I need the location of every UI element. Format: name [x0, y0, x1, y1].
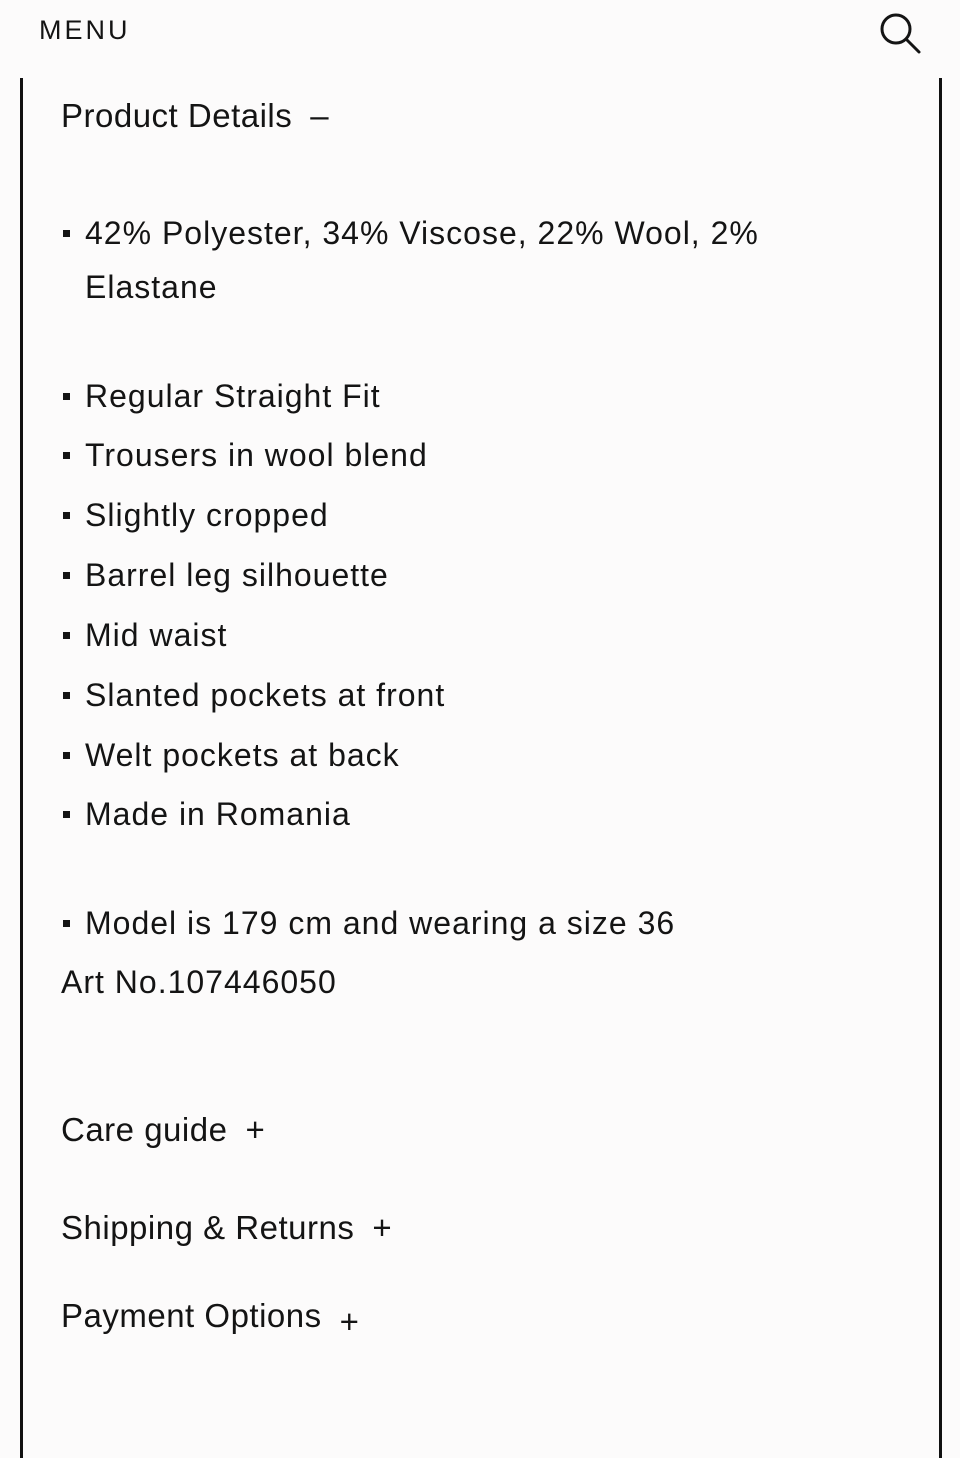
- shipping-returns-title: Shipping & Returns: [61, 1209, 355, 1246]
- article-number: Art No.107446050: [61, 964, 337, 1000]
- collapse-icon: –: [310, 97, 330, 134]
- list-item-text: Trousers in wool blend: [85, 437, 428, 473]
- payment-options-title: Payment Options: [61, 1297, 322, 1334]
- shipping-returns-header[interactable]: [61, 1208, 392, 1248]
- bullet-icon: [63, 452, 70, 459]
- care-guide-header[interactable]: [61, 1110, 265, 1150]
- list-item-text: Barrel leg silhouette: [85, 557, 389, 593]
- payment-options-header[interactable]: [61, 1296, 360, 1340]
- bullet-icon: [63, 572, 70, 579]
- bullet-icon: [63, 393, 70, 400]
- menu-button[interactable]: MENU: [39, 15, 131, 45]
- care-guide-title: Care guide: [61, 1111, 228, 1148]
- list-item-text: Made in Romania: [85, 796, 351, 832]
- list-item-text: Regular Straight Fit: [85, 378, 381, 414]
- list-item-text: Slanted pockets at front: [85, 677, 446, 713]
- expand-icon: +: [372, 1209, 393, 1246]
- list-item-text: Welt pockets at back: [85, 737, 400, 773]
- bullet-icon: [63, 752, 70, 759]
- expand-icon: +: [339, 1303, 360, 1340]
- bullet-icon: [63, 811, 70, 818]
- top-bar: [0, 0, 960, 62]
- product-details-header[interactable]: [61, 96, 329, 136]
- search-icon: [877, 10, 923, 56]
- expand-icon: +: [245, 1111, 266, 1148]
- list-item-text: Model is 179 cm and wearing a size 36: [85, 905, 676, 941]
- bullet-icon: [63, 632, 70, 639]
- bullet-icon: [63, 230, 70, 237]
- search-button[interactable]: [877, 10, 923, 56]
- list-item-text: 42% Polyester, 34% Viscose, 22% Wool, 2% Elastane: [85, 215, 759, 305]
- list-item-text: Slightly cropped: [85, 497, 329, 533]
- bullet-icon: [63, 512, 70, 519]
- product-details-title: Product Details: [61, 97, 293, 134]
- bullet-icon: [63, 920, 70, 927]
- bullet-icon: [63, 692, 70, 699]
- list-item-text: Mid waist: [85, 617, 228, 653]
